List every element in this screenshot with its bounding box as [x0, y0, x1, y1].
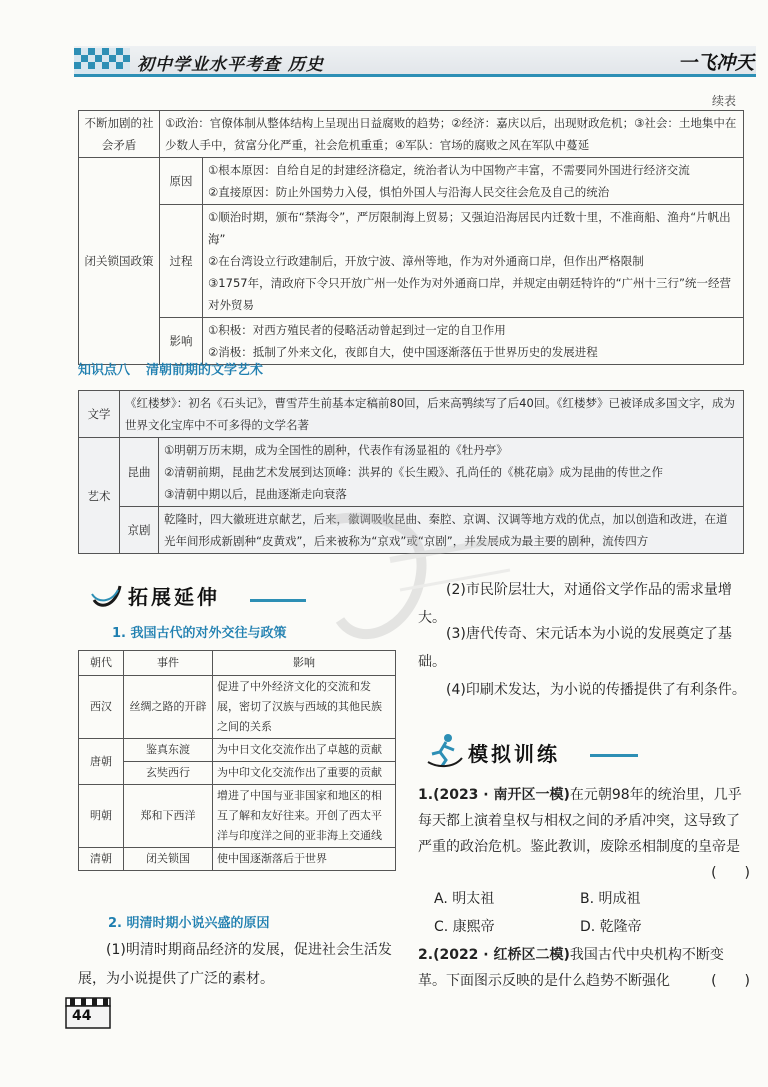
- cell-event: 玄奘西行: [124, 762, 213, 785]
- list-item: ①根本原因：自给自足的封建经济稳定，统治者认为中国物产丰富，不需要同外国进行经济交流: [208, 163, 690, 177]
- main-table: [78, 110, 744, 365]
- paragraph: (4)印刷术发达，为小说的传播提供了有利条件。: [446, 682, 746, 698]
- header-brand: 一飞冲天: [677, 52, 754, 74]
- cell-impact: 使中国逐渐落后于世界: [213, 848, 396, 871]
- cell-dynasty: 清朝: [79, 848, 124, 871]
- list-item: ①明朝万历末期，成为全国性的剧种，代表作有汤显祖的《牡丹亭》: [164, 443, 508, 457]
- list-item: ③1757年，清政府下令只开放广州一处作为对外通商口岸，并规定由朝廷特许的“广州十三行”统一经营对外贸易: [208, 276, 731, 312]
- table-row: [79, 391, 744, 438]
- banner-divider: [590, 754, 638, 757]
- banner-text: 模拟训练: [468, 742, 560, 766]
- answer-paren: ( ): [711, 865, 750, 881]
- banner-divider: [250, 599, 306, 602]
- option-b: B. 明成祖: [580, 891, 641, 907]
- question-source: (2022 · 红桥区二模): [433, 947, 570, 963]
- question-number: 2.: [418, 947, 434, 963]
- cell-event: 鉴真东渡: [124, 739, 213, 762]
- subheading: 2. 明清时期小说兴盛的原因: [108, 916, 270, 931]
- question-text: 我国古代中央机构不断变革。下面图示反映的是什么趋势不断强化: [418, 947, 724, 989]
- cell-content: ①政治：官僚体制从整体结构上呈现出日益腐败的趋势；②经济：嘉庆以后，出现财政危机；③社会：土地集中在少数人手中，贫富分化严重，社会危机重重；④军队：官场的腐败之风在军队中蔓延: [160, 111, 744, 158]
- table-row: [79, 318, 744, 365]
- column-header: 事件: [124, 651, 213, 676]
- cell-content: [203, 205, 744, 318]
- cell-impact: 增进了中国与亚非国家和地区的相互了解和友好往来。开创了西太平洋与印度洋之间的亚非海上交通线: [213, 785, 396, 848]
- list-item: ②清朝前期，昆曲艺术发展到达顶峰：洪昇的《长生殿》、孔尚任的《桃花扇》成为昆曲的传世之作: [164, 465, 664, 479]
- table-row: [79, 785, 396, 848]
- cell-sublabel: 昆曲: [120, 438, 159, 507]
- foreign-relations-table: [78, 650, 396, 871]
- cell-content: 乾隆时，四大徽班进京献艺，后来，徽调吸收昆曲、秦腔、京调、汉调等地方戏的优点，加以创造和改进，在道光年间形成新剧种“皮黄戏”，后来被称为“京戏”或“京剧”，并发展成为最主要的剧种，流传四方: [159, 507, 744, 554]
- table-row: [79, 762, 396, 785]
- column-header: 影响: [213, 651, 396, 676]
- column-header: 朝代: [79, 651, 124, 676]
- paragraph: (3)唐代传奇、宋元话本为小说的发展奠定了基础。: [418, 626, 732, 670]
- answer-paren: ( ): [711, 973, 750, 989]
- cell-sublabel: 京剧: [120, 507, 159, 554]
- table-header-row: [79, 651, 396, 676]
- list-item: ②在台湾设立行政建制后，开放宁波、漳州等地，作为对外通商口岸，但作出严格限制: [208, 254, 644, 268]
- cell-content: 《红楼梦》：初名《石头记》，曹雪芹生前基本定稿前80回，后来高鹗续写了后40回。《红楼梦》已被译成多国文字，成为世界文化宝库中不可多得的文学名著: [120, 391, 744, 438]
- section-heading: [78, 359, 744, 383]
- swoosh-icon: [90, 580, 124, 610]
- table-row: [79, 158, 744, 205]
- page-number-badge: [64, 996, 112, 1032]
- cell-label: 文学: [79, 391, 120, 438]
- question-1: [418, 782, 750, 886]
- list-item: ③清朝中期以后，昆曲逐渐走向衰落: [164, 487, 347, 501]
- question-2: [418, 942, 750, 994]
- cell-event: 郑和下西洋: [124, 785, 213, 848]
- subheading: 1. 我国古代的对外交往与政策: [112, 626, 287, 641]
- cell-content: [203, 318, 744, 365]
- header-title: 初中学业水平考查 历史: [137, 55, 324, 75]
- cell-impact: 为中印文化交流作出了重要的贡献: [213, 762, 396, 785]
- question-text: 在元朝98年的统治里，几乎每天都上演着皇权与相权之间的矛盾冲突，这导致了严重的政治危机。鉴此教训，废除丞相制度的皇帝是: [418, 787, 742, 855]
- table-row: [79, 205, 744, 318]
- cell-label: 艺术: [79, 438, 120, 554]
- cell-sublabel: 过程: [160, 205, 203, 318]
- cell-label: 闭关锁国政策: [79, 158, 160, 365]
- cell-content: [203, 158, 744, 205]
- paragraph: (2)市民阶层壮大，对通俗文学作品的需求量增大。: [418, 582, 732, 626]
- table-row: [79, 438, 744, 507]
- list-item: ②消极：抵制了外来文化，夜郎自大，使中国逐渐落伍于世界历史的发展进程: [208, 345, 598, 359]
- option-a: A. 明太祖: [434, 891, 495, 907]
- question-number: 1.: [418, 787, 434, 803]
- section-label: 知识点八: [78, 363, 131, 378]
- list-item: ②直接原因：防止外国势力入侵，惧怕外国人与沿海人民交往会危及自己的统治: [208, 185, 610, 199]
- cell-impact: 促进了中外经济文化的交流和发展，密切了汉族与西域的其他民族之间的关系: [213, 676, 396, 739]
- expand-banner: [90, 578, 306, 612]
- page-number: 44: [72, 1008, 92, 1024]
- section-title: 清朝前期的文学艺术: [146, 363, 264, 378]
- list-item: ①积极：对西方殖民者的侵略活动曾起到过一定的自卫作用: [208, 323, 506, 337]
- runner-icon: [426, 732, 464, 768]
- table-row: [79, 676, 396, 739]
- cell-event: 丝绸之路的开辟: [124, 676, 213, 739]
- cell-sublabel: 原因: [160, 158, 203, 205]
- cell-dynasty: 明朝: [79, 785, 124, 848]
- cell-content: [159, 438, 744, 507]
- option-d: D. 乾隆帝: [580, 919, 642, 935]
- banner-text: 拓展延伸: [128, 585, 220, 609]
- cell-dynasty: 西汉: [79, 676, 124, 739]
- cell-impact: 为中日文化交流作出了卓越的贡献: [213, 739, 396, 762]
- simulate-banner: [426, 732, 626, 772]
- table-row: [79, 848, 396, 871]
- cell-sublabel: 影响: [160, 318, 203, 365]
- cell-event: 闭关锁国: [124, 848, 213, 871]
- cell-dynasty: 唐朝: [79, 739, 124, 785]
- table-row: [79, 739, 396, 762]
- question-source: (2023 · 南开区一模): [433, 787, 570, 803]
- table-row: [79, 111, 744, 158]
- cell-label: 不断加剧的社会矛盾: [79, 111, 160, 158]
- paragraph: (1)明清时期商品经济的发展，促进社会生活发展，为小说提供了广泛的素材。: [78, 942, 392, 987]
- continued-label: 续表: [712, 94, 737, 108]
- list-item: ①顺治时期，颁布“禁海令”，严厉限制海上贸易；又强迫沿海居民内迁数十里，不准商船、渔舟“片帆出海”: [208, 210, 731, 246]
- header-checker-logo-icon: [74, 44, 130, 76]
- option-c: C. 康熙帝: [434, 919, 495, 935]
